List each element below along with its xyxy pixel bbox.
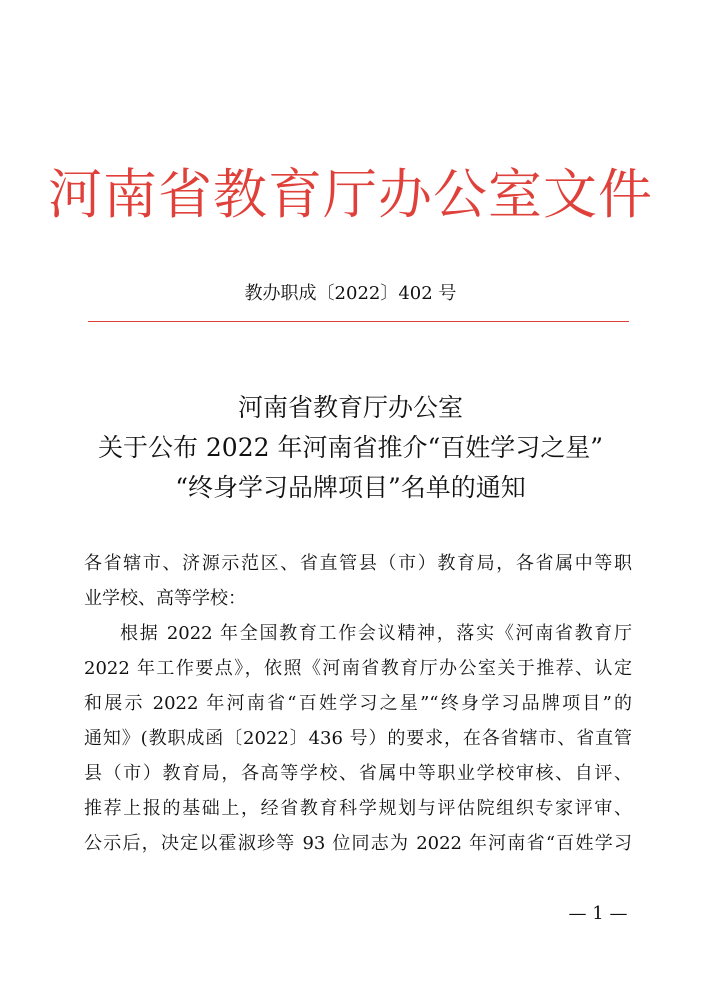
notice-title-line-2: 关于公布 2022 年河南省推介“百姓学习之星” — [97, 433, 604, 462]
red-divider-rule — [88, 321, 629, 322]
body-line-addressee-1: 各省辖市、济源示范区、省直管县（市）教育局，各省属中等职 — [84, 553, 632, 574]
notice-title-line-3: “终身学习品牌项目”名单的通知 — [175, 473, 526, 502]
body-line: 通知》(教职成函〔2022〕436 号）的要求，在各省辖市、省直管 — [84, 728, 632, 749]
document-number: 教办职成〔2022〕402 号 — [244, 283, 457, 304]
document-header-title: 河南省教育厅办公室文件 — [48, 163, 653, 226]
body-line: 县（市）教育局，各高等学校、省属中等职业学校审核、自评、 — [84, 763, 632, 784]
notice-body — [84, 546, 632, 861]
body-line-addressee-2: 业学校、高等学校： — [84, 588, 246, 609]
body-line: 和展示 2022 年河南省“百姓学习之星”“终身学习品牌项目”的 — [84, 693, 632, 714]
page-number: — 1 — — [568, 903, 628, 924]
notice-title-line-1: 河南省教育厅办公室 — [237, 393, 463, 422]
body-line-paragraph-start: 根据 2022 年全国教育工作会议精神，落实《河南省教育厅 — [120, 623, 632, 644]
body-line: 2022 年工作要点》，依照《河南省教育厅办公室关于推荐、认定 — [84, 658, 632, 679]
body-line: 公示后，决定以霍淑珍等 93 位同志为 2022 年河南省“百姓学习 — [84, 833, 632, 854]
body-line: 推荐上报的基础上，经省教育科学规划与评估院组织专家评审、 — [84, 798, 632, 819]
notice-title — [0, 388, 701, 508]
